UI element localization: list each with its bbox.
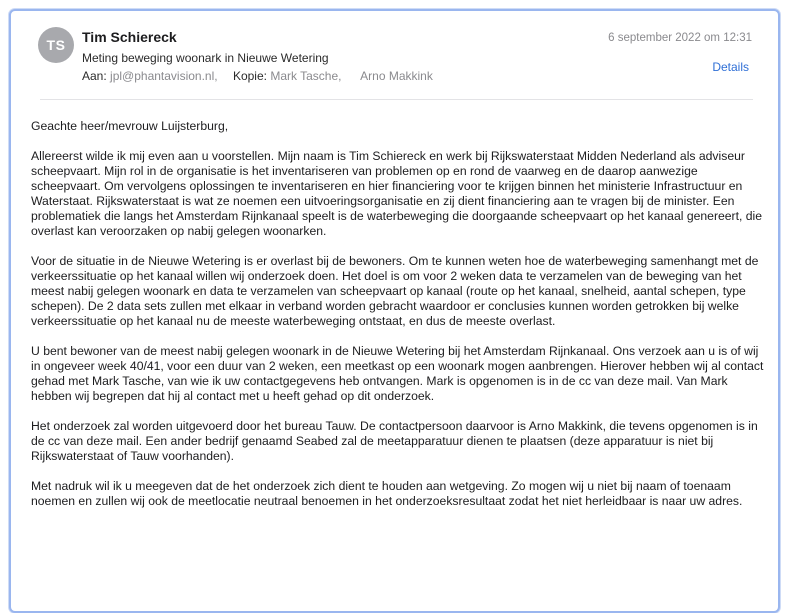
to-address[interactable]: jpl@phantavision.nl,: [110, 69, 218, 83]
cc-recipient-1[interactable]: Mark Tasche,: [270, 69, 342, 83]
sender-name: Tim Schiereck: [82, 29, 177, 45]
body-paragraph: Het onderzoek zal worden uitgevoerd door het bureau Tauw. De contactpersoon daarvoor is Arno Makkink, die tevens opgenomen is in de cc van deze mail. Een ander bedrijf genaamd Seabed zal de meetapparatuur dienen te plaatsen (deze apparatuur is niet bij Rijkswaterstaat of Tauw voorhanden).: [31, 419, 758, 463]
body-paragraph: Met nadruk wil ik u meegeven dat de het onderzoek zich dient te houden aan wetgeving. Zo mogen wij u niet bij naam of toenaam noemen en zullen wij ook de meetlocatie neutraal benoemen in het onderzoeksresultaat zodat het niet herleidbaar is naar uw adres.: [31, 479, 743, 508]
body-paragraph: Voor de situatie in de Nieuwe Wetering is er overlast bij de bewoners. Om te kunnen weten hoe de waterbeweging samenhangt met de verkeerssituatie op het kanaal willen wij onderzoek doen. Het doel is om voor 2 weken data te verzamelen van de beweging van het meest nabij gelegen woonark en data te verzamelen van scheepvaart op kanaal (route op het kanaal, snelheid, aantal schepen, type schepen). De 2 data sets zullen met elkaar in verband worden gebracht waardoor er conclusies kunnen worden getrokken bij welke verkeerssituatie op het kanaal nu de meeste waterbeweging ontstaat, en dus de meeste overlast.: [31, 254, 759, 328]
avatar-initials: TS: [46, 37, 66, 53]
to-label: Aan:: [82, 69, 107, 83]
header-divider: [40, 99, 753, 100]
cc-recipient-2[interactable]: Arno Makkink: [360, 69, 433, 83]
email-subject: Meting beweging woonark in Nieuwe Wetering: [82, 51, 329, 65]
greeting: Geachte heer/mevrouw Luijsterburg,: [31, 119, 229, 133]
body-paragraph: Allereerst wilde ik mij even aan u voorstellen. Mijn naam is Tim Schiereck en werk bij Rijkswaterstaat Midden Nederland als adviseur scheepvaart. Mijn rol in de organisatie is het inventariseren van problemen op en rond de vaarweg en de daarop aanwezige scheepvaart. Om vervolgens oplossingen te inventariseren en hier financiering voor te krijgen binnen het ministerie Infrastructuur en Waterstaat. Rijkswaterstaat is wat ze noemen een uitvoeringsorganisatie en zij dient financiering aan te vragen bij de minister. Een problematiek die langs het Amsterdam Rijnkanaal speelt is de waterbeweging die doorgaande scheepvaart op het kanaal genereert, die overlast kan veroorzaken op nabij gelegen woonarken.: [31, 149, 763, 238]
body-paragraph: U bent bewoner van de meest nabij gelegen woonark in de Nieuwe Wetering bij het Amsterdam Rijnkanaal. Ons verzoek aan u is of wij in ongeveer week 40/41, voor een duur van 2 weken, een meetkast op een woonark mogen aanbrengen. Hierover hebben wij al contact gehad met Mark Tasche, van wie ik uw contactgegevens heb ontvangen. Mark is opgenomen is in de cc van deze mail. Van Mark hebben wij begrepen dat hij al contact met u heeft gehad op dit onderzoek.: [31, 344, 764, 403]
recipients-line: [82, 69, 433, 83]
cc-label: Kopie:: [232, 69, 267, 83]
email-date: 6 september 2022 om 12:31: [608, 32, 752, 44]
email-message-pane: [9, 9, 780, 613]
sender-avatar: [38, 27, 74, 63]
details-link[interactable]: Details: [712, 60, 749, 74]
email-body: [31, 119, 766, 524]
